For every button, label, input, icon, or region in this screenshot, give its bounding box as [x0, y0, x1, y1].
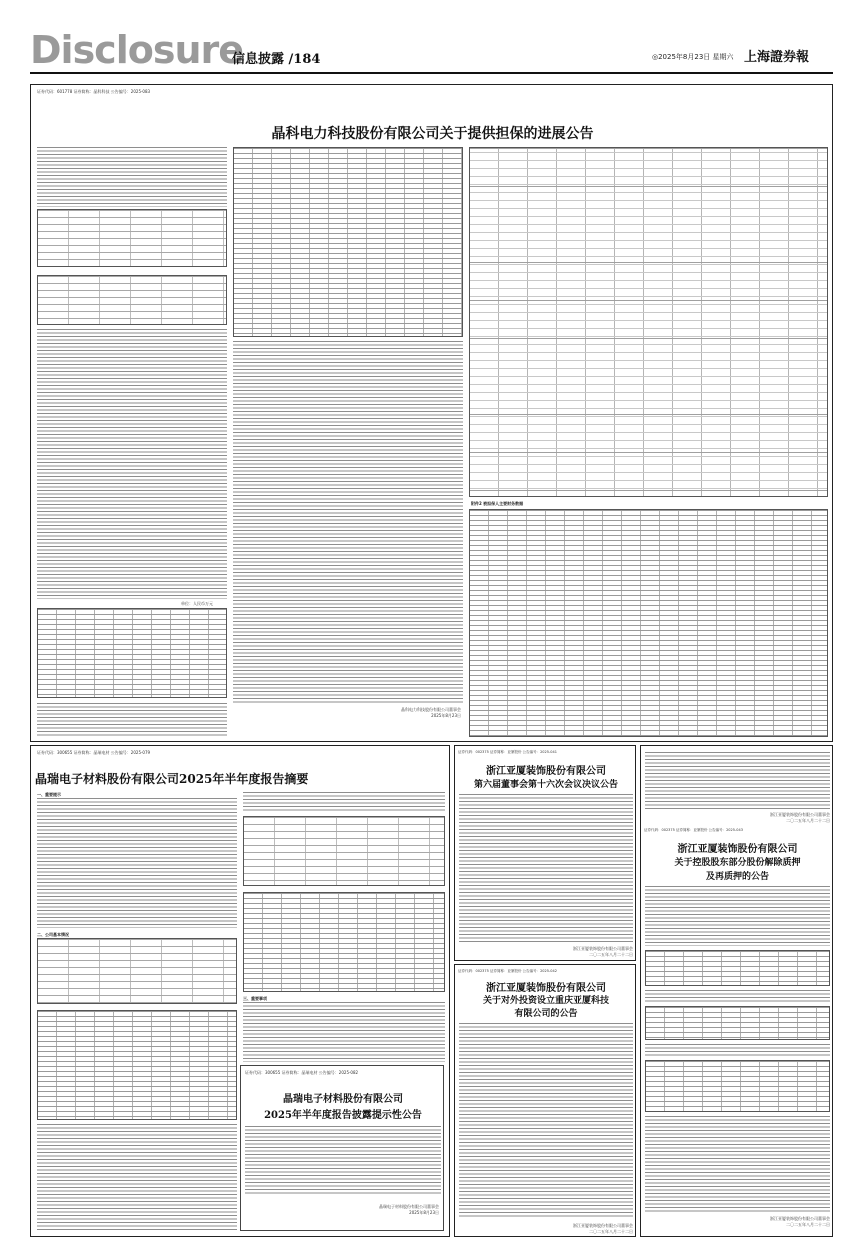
shareholder-table: [243, 816, 445, 886]
masthead: [0, 0, 857, 80]
headline: 晶瑞电子材料股份有限公司2025年半年度报告摘要: [35, 772, 309, 786]
body-text: [243, 792, 445, 812]
cumulative-pledge-table: [645, 1060, 830, 1112]
body-text: [459, 794, 633, 944]
top-shareholders-table: [243, 892, 445, 992]
body-text: [245, 1126, 441, 1196]
article-yasha-pledge: [640, 745, 833, 1237]
issue-date: ◎2025年8月23日 星期六: [652, 53, 734, 61]
body-text: [645, 1044, 830, 1056]
guarantee-list-table: [233, 147, 463, 337]
article-footer: 浙江亚厦装饰股份有限公司董事会 二〇二五年八月二十二日: [770, 1216, 830, 1227]
section-title: 信息披露 /184: [232, 52, 321, 67]
article-footer: 浙江亚厦装饰股份有限公司董事会 二〇二五年八月二十二日: [573, 1223, 633, 1234]
body-text: [645, 752, 830, 810]
stock-code-line: 证券代码：601778 证券简称：晶科科技 公告编号：2025-083: [37, 89, 151, 94]
body-text: [37, 147, 227, 207]
guaranteed-party-info-table: [469, 147, 828, 497]
headline-line-1: 晶瑞电子材料股份有限公司: [283, 1094, 403, 1105]
financial-data-table: [37, 608, 227, 698]
stock-code-line: 证券代码：300655 证券简称：晶瑞电材 公告编号：2025-079: [37, 750, 151, 755]
body-text: [233, 341, 463, 703]
guarantee-summary-table: [37, 275, 227, 325]
stock-code-line: 证券代码：300655 证券简称：晶瑞电材 公告编号：2025-082: [245, 1070, 359, 1075]
body-text: [645, 990, 830, 1002]
headline: 晶科电力科技股份有限公司关于提供担保的进展公告: [271, 126, 594, 142]
article-footer: 浙江亚厦装饰股份有限公司董事会 二〇二五年八月二十二日: [573, 946, 633, 957]
newspaper-name: 上海證券報: [744, 50, 810, 65]
body-text: [37, 798, 237, 928]
headline-line-2: 2025年半年度报告披露提示性公告: [264, 1110, 422, 1121]
guarantee-overview-table: [37, 209, 227, 267]
section-heading: 二、公司基本情况: [37, 932, 69, 937]
headline-line-2: 关于对外投资设立重庆亚厦科技: [482, 996, 609, 1006]
headline-line-2: 第六届董事会第十六次会议决议公告: [473, 780, 618, 790]
stock-code-line: 证券代码：002375 证券简称：亚厦股份 公告编号：2025-041: [458, 750, 557, 754]
disclosure-logo: Disclosure: [30, 28, 244, 72]
table-caption: 附件2 被担保人主要财务数据: [471, 501, 524, 506]
headline-line-1: 浙江亚厦装饰股份有限公司: [486, 766, 606, 777]
headline-line-3: 及再质押的公告: [705, 872, 769, 882]
article-footer: 晶科电力科技股份有限公司董事会 2025年8月23日: [401, 707, 461, 718]
body-text: [645, 1116, 830, 1212]
article-jingrui-notice: [240, 1065, 444, 1231]
masthead-rule: [30, 72, 833, 74]
article-jinko-guarantee: [30, 84, 833, 742]
company-profile-table: [37, 938, 237, 1004]
body-text: [459, 1023, 633, 1219]
unit-label: 单位：人民币万元: [181, 601, 213, 606]
headline-line-1: 浙江亚厦装饰股份有限公司: [677, 844, 798, 855]
pledge-table: [645, 1006, 830, 1040]
section-heading: 一、重要提示: [37, 792, 61, 797]
headline-line-1: 浙江亚厦装饰股份有限公司: [486, 983, 606, 994]
article-footer-previous: 浙江亚厦装饰股份有限公司董事会 二〇二五年八月二十二日: [770, 812, 830, 823]
stock-code-line: 证券代码：002375 证券简称：亚厦股份 公告编号：2025-043: [644, 828, 743, 832]
financial-summary-table: [469, 509, 828, 737]
section-heading: 三、重要事项: [243, 996, 267, 1001]
body-text: [243, 1002, 445, 1062]
stock-code-line: 证券代码：002375 证券简称：亚厦股份 公告编号：2025-042: [458, 969, 557, 973]
article-yasha-board: [454, 745, 636, 961]
body-text: [37, 703, 227, 737]
headline-line-3: 有限公司的公告: [514, 1009, 578, 1019]
headline-line-2: 关于控股股东部分股份解除质押: [674, 858, 801, 868]
body-text: [37, 1124, 237, 1232]
article-footer: 晶瑞电子材料股份有限公司董事会 2025年8月23日: [379, 1204, 439, 1215]
body-text: [37, 329, 227, 599]
accounting-data-table: [37, 1010, 237, 1120]
article-yasha-investment: [454, 964, 636, 1237]
body-text: [645, 886, 830, 946]
pledge-release-table: [645, 950, 830, 986]
